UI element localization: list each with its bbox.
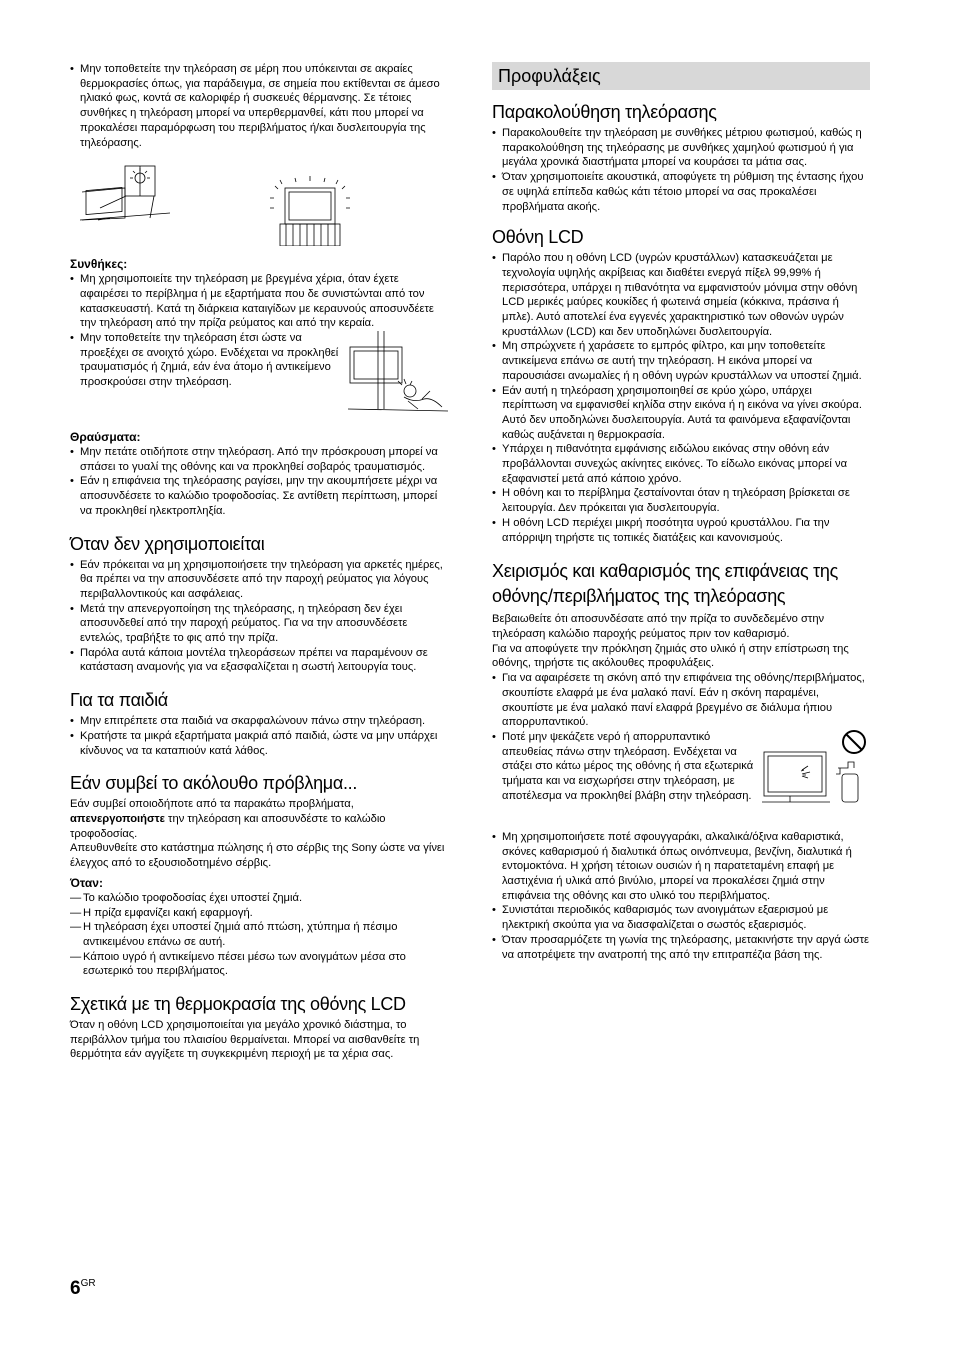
conditions-heading: Συνθήκες: — [70, 257, 128, 272]
cleaning-paragraph-2: Για να αποφύγετε την πρόκληση ζημιάς στο υλικό ή στην επίστρωση της οθόνης, τηρήστε τις ακόλουθες προφυλάξεις. — [492, 642, 849, 670]
list-item: • Συνιστάται περιοδικός καθαρισμός των ανοιγμάτων εξαερισμού με ηλεκτρική σκούπα για να διασφαλίζεται ο σωστός εξαερισμός. — [492, 903, 870, 932]
list-item: — Η τηλεόραση έχει υποστεί ζημιά από πτώση, χτύπημα ή πέσιμο αντικειμένου επάνω σε αυτή. — [70, 920, 448, 949]
list-item: • Μη χρησιμοποιήσετε ποτέ σφουγγαράκι, αλκαλικά/όξινα καθαριστικά, σκόνες καθαρισμού ή διαλυτικά όπως οινόπνευμα, βενζίνη, διαλυτικά ή εντομοκτόνα. Η χρήση τέτοιων ουσιών ή η παρατεταμένη επαφή με λαστιχένια ή υλικά από βινύλιο, μπορεί να προκαλέσει ζημιά στην επιφάνεια της οθόνης και στο υλικό του περιβλήματος. — [492, 830, 870, 904]
intro-bullet: • Μην τοποθετείτε την τηλεόραση σε μέρη που υπόκεινται σε ακραίες θερμοκρασίες όπως, για παράδειγμα, σε σημεία που εκτίθενται σε άμεσο ηλιακό φως, κοντά σε καλοριφέρ ή συσκευές θέρμανσης. Σε τέτοιες συνθήκες η τηλεόραση μπορεί να υπερθερμανθεί, κάτι που μπορεί να προκαλέσει παραμόρφωση του περιβλήματος ή/και δυσλειτουργία της τηλεόρασης. — [70, 62, 448, 150]
problem-paragraph-1: Εάν συμβεί οποιοδήποτε από τα παρακάτω προβλήματα, απενεργοποιήστε την τηλεόραση και αποσυνδέστε το καλώδιο τροφοδοσίας. — [70, 798, 386, 840]
list-item: • Μην πετάτε οτιδήποτε στην τηλεόραση. Από την πρόσκρουση μπορεί να σπάσει το γυαλί της οθόνης και να προκληθεί σοβαρός τραυματισμός. — [70, 445, 448, 474]
list-item: • Παρόλα αυτά κάποια μοντέλα τηλεοράσεων πρέπει να παραμένουν σε κατάσταση αναμονής για να εξασφαλίζεται η σωστή λειτουργία τους. — [70, 646, 448, 675]
list-item: — Η πρίζα εμφανίζει κακή εφαρμογή. — [70, 906, 448, 921]
list-item: • Για να αφαιρέσετε τη σκόνη από την επιφάνεια της οθόνης/περιβλήματος, σκουπίστε ελαφρά με ένα μαλακό πανί. Εάν η σκόνη παραμένει, σκουπίστε με ένα μαλακό πανί ελαφρά βρεγμένο σε διάλυμα ήπιου απορρυπαντικού. — [492, 671, 870, 730]
list-item: • Μην επιτρέπετε στα παιδιά να σκαρφαλώνουν πάνω στην τηλεόραση. — [70, 714, 448, 729]
list-item: • Η οθόνη και το περίβλημα ζεσταίνονται όταν η τηλεόραση βρίσκεται σε λειτουργία. Δεν πρόκειται για δυσλειτουργία. — [492, 486, 870, 515]
list-item: • Μη χρησιμοποιείτε την τηλεόραση με βρεγμένα χέρια, όταν έχετε αφαιρέσει το περίβλημα ή με εξαρτήματα που δε συνιστώνται από τον κατασκευαστή. Κατά τη διάρκεια καταιγίδων με κεραυνούς αποσυνδέετε την τηλεόραση από την πρίζα ρεύματος και από την κεραία. — [70, 272, 448, 331]
when-list — [70, 891, 448, 979]
right-column — [492, 62, 870, 962]
temperature-heading: Σχετικά με τη θερμοκρασία της οθόνης LCD — [70, 994, 406, 1015]
page-number: $6^{GR}$ — [70, 1278, 96, 1299]
list-item: • Όταν χρησιμοποιείτε ακουστικά, αποφύγετε τη ρύθμιση της έντασης ήχου σε υψηλά επίπεδα καθώς κάτι τέτοιο μπορεί να σας προκαλέσει προβλήματα ακοής. — [492, 170, 870, 214]
watching-list — [492, 126, 870, 214]
tv-protruding-illustration — [348, 331, 448, 421]
tv-heat-illustration — [70, 158, 448, 246]
list-item: • Υπάρχει η πιθανότητα εμφάνισης ειδώλου εικόνας στην οθόνη εάν προβάλλονται συνεχώς ακίνητες εικόνες. Το είδωλο εικόνας μπορεί να εξαφανιστεί μετά από κάποιο χρόνο. — [492, 442, 870, 486]
list-item: • Παρακολουθείτε την τηλεόραση με συνθήκες μέτριου φωτισμού, καθώς η παρακολούθηση της τηλεόρασης με συνθήκες χαμηλού φωτισμού ή για μεγάλα χρονικά διαστήματα μπορεί να κουράσει τα μάτια σας. — [492, 126, 870, 170]
list-item: • Εάν πρόκειται να μη χρησιμοποιήσετε την τηλεόραση για αρκετές ημέρες, θα πρέπει να την αποσυνδέσετε από την παροχή ρεύματος για λόγους περιβαλλοντικούς και ασφάλειας. — [70, 558, 448, 602]
breakage-list — [70, 445, 448, 519]
list-item: • Μη σπρώχνετε ή χαράσετε το εμπρός φίλτρο, και μην τοποθετείτε αντικείμενα επάνω σε αυτή την τηλεόραση. Η εικόνα μπορεί να παρουσιάσει ανωμαλίες ή η οθόνη υγρών κρυστάλλων να υποστεί ζημιά. — [492, 339, 870, 383]
list-item: • Παρόλο που η οθόνη LCD (υγρών κρυστάλλων) κατασκευάζεται με τεχνολογία υψηλής ακρίβειας και διαθέτει ενεργά πίξελ 99,99% ή περισσότερα, υπάρχει η πιθανότητα να εμφανιστούν μόνιμα στην οθόνη LCD μερικές μαύρες κουκίδες ή φωτεινά σημεία (κόκκινα, πράσινα ή μπλε). Αυτό αποτελεί ένα εγγενές χαρακτηριστικό των οθονών υγρών κρυστάλλων (LCD) και δεν υποδηλώνει δυσλειτουργία. — [492, 251, 870, 339]
no-spray-illustration — [760, 730, 870, 810]
list-item: — Κάποιο υγρό ή αντικείμενο πέσει μέσω των ανοιγμάτων μέσα στο εσωτερικό του περιβλήματος. — [70, 950, 448, 979]
not-in-use-list — [70, 558, 448, 676]
list-item: • Εάν αυτή η τηλεόραση χρησιμοποιηθεί σε κρύο χώρο, υπάρχει περίπτωση να εμφανισθεί κηλίδα στην εικόνα ή η εικόνα να γίνει σκούρα. Αυτό δεν υποδηλώνει δυσλειτουργία. Αυτά τα φαινόμενα εξαφανίζονται καθώς αυξάνεται η θερμοκρασία. — [492, 384, 870, 443]
page-suffix: GR — [80, 1278, 96, 1289]
conditions-list — [70, 272, 448, 423]
cleaning-list — [492, 671, 870, 962]
problem-heading: Εάν συμβεί το ακόλουθο πρόβλημα... — [70, 773, 358, 794]
not-in-use-heading: Όταν δεν χρησιμοποιείται — [70, 533, 265, 554]
when-heading: Όταν: — [70, 875, 103, 890]
precautions-banner: Προφυλάξεις — [492, 62, 870, 90]
temperature-text: Όταν η οθόνη LCD χρησιμοποιείται για μεγάλο χρονικό διάστημα, το περιβάλλον τμήμα του πλαισίου θερμαίνεται. Μπορεί να αισθανθείτε τη θερμότητα εάν αγγίξετε τη συγκεκριμένη περιοχή με τα χέρια σας. — [70, 1019, 420, 1061]
list-item: • Ποτέ μην ψεκάζετε νερό ή απορρυπαντικό απευθείας πάνω στην τηλεόραση. Ενδέχεται να στάξει στο κάτω μέρος της οθόνης ή στα εξωτερικά τμήματα και να εισχωρήσει στην τηλεόραση, με αποτέλεσμα να προκληθεί βλάβη στην τηλεόραση. — [492, 730, 870, 830]
list-item: • Κρατήστε τα μικρά εξαρτήματα μακριά από παιδιά, ώστε να μην υπάρχει κίνδυνος να τα καταπιούν κατά λάθος. — [70, 729, 448, 758]
problem-paragraph-2: Απευθυνθείτε στο κατάστημα πώλησης ή στο σέρβις της Sony ώστε να γίνει έλεγχος από το εξουσιοδοτημένο σέρβις. — [70, 842, 445, 870]
breakage-heading: Θραύσματα: — [70, 430, 141, 445]
intro-list — [70, 62, 448, 150]
list-item: • Εάν η επιφάνεια της τηλεόρασης ραγίσει, μην την ακουμπήσετε μέχρι να αποσυνδέσετε το καλώδιο τροφοδοσίας. Σε αντίθετη περίπτωση, μπορεί να προκληθεί ηλεκτροπληξία. — [70, 474, 448, 518]
cleaning-paragraph-1: Βεβαιωθείτε ότι αποσυνδέσατε από την πρίζα το συνδεδεμένο στην τηλεόραση καλώδιο παροχής ρεύματος πριν τον καθαρισμό. — [492, 613, 825, 640]
lcd-list — [492, 251, 870, 545]
left-column — [70, 62, 448, 1062]
list-item: • Μετά την απενεργοποίηση της τηλεόρασης, η τηλεόραση δεν έχει αποσυνδεθεί από την παροχή ρεύματος. Για να την αποσυνδέσετε εντελώς, τραβήξτε το φις από την πρίζα. — [70, 602, 448, 646]
list-item: • Η οθόνη LCD περιέχει μικρή ποσότητα υγρού κρυστάλλου. Για την απόρριψη τηρήστε τις τοπικές διατάξεις και κανονισμούς. — [492, 516, 870, 545]
lcd-heading: Οθόνη LCD — [492, 227, 584, 248]
list-item: — Το καλώδιο τροφοδοσίας έχει υποστεί ζημιά. — [70, 891, 448, 906]
children-heading: Για τα παιδιά — [70, 690, 168, 711]
watching-heading: Παρακολούθηση τηλεόρασης — [492, 102, 717, 122]
children-list — [70, 714, 448, 758]
list-item: • Μην τοποθετείτε την τηλεόραση έτσι ώστε να προεξέχει σε ανοιχτό χώρο. Ενδέχεται να προκληθεί τραυματισμός ή ζημιά, εάν ένα άτομο ή αντικείμενο προσκρούσει στην τηλεόραση. — [70, 331, 448, 423]
list-item: • Όταν προσαρμόζετε τη γωνία της τηλεόρασης, μετακινήστε την αργά ώστε να αποτρέψετε την ανατροπή της από την επιτραπέζια βάση της. — [492, 933, 870, 962]
cleaning-heading: Χειρισμός και καθαρισμός της επιφάνειας της οθόνης/περιβλήματος της τηλεόρασης — [492, 561, 838, 607]
